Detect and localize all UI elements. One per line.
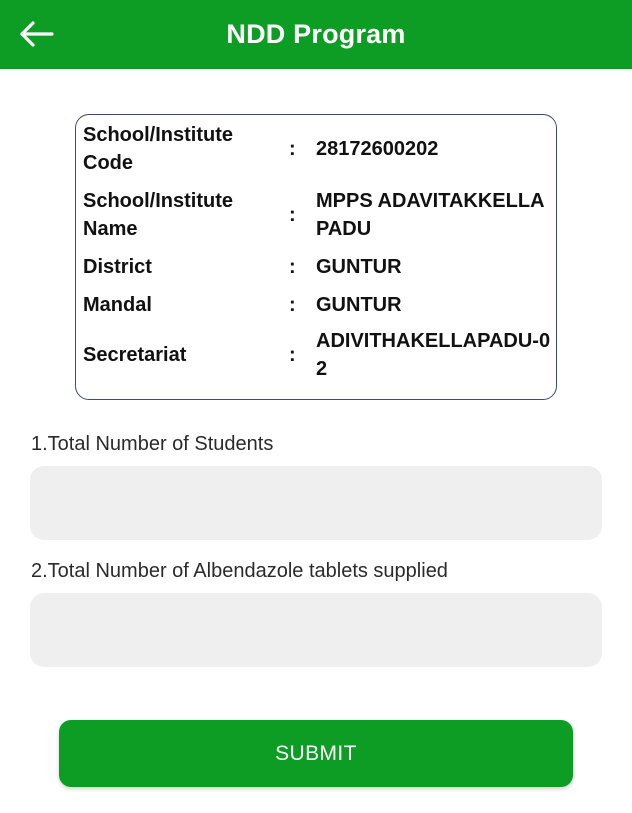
info-label: Secretariat (83, 344, 187, 366)
info-row-mandal (76, 291, 556, 319)
info-label: School/Institute Name (83, 190, 233, 240)
info-label: Mandal (83, 294, 152, 316)
info-label: District (83, 256, 152, 278)
submit-button[interactable]: SUBMIT (59, 720, 573, 787)
app-bar (0, 0, 632, 69)
info-value: GUNTUR (316, 294, 402, 316)
tablets-field-label: 2.Total Number of Albendazole tablets supplied (31, 560, 448, 582)
info-value: ADIVITHAKELLAPADU-02 (316, 330, 551, 380)
info-separator: : (289, 294, 296, 316)
arrow-left-icon (18, 20, 54, 48)
page-title: NDD Program (226, 19, 406, 49)
info-value: GUNTUR (316, 256, 402, 278)
students-count-input[interactable] (30, 466, 602, 540)
info-separator: : (289, 138, 296, 160)
info-row-school-code (76, 121, 556, 177)
info-separator: : (289, 256, 296, 278)
info-value: MPPS ADAVITAKKELLA PADU (316, 190, 544, 240)
back-button[interactable] (14, 14, 58, 54)
info-row-secretariat (76, 327, 556, 383)
info-row-school-name (76, 187, 556, 243)
info-label: School/Institute Code (83, 124, 233, 174)
students-field-label: 1.Total Number of Students (31, 433, 274, 455)
info-separator: : (289, 344, 296, 366)
info-row-district (76, 253, 556, 281)
info-separator: : (289, 204, 296, 226)
school-info-card (75, 114, 557, 400)
tablets-count-input[interactable] (30, 593, 602, 667)
info-value: 28172600202 (316, 138, 439, 160)
